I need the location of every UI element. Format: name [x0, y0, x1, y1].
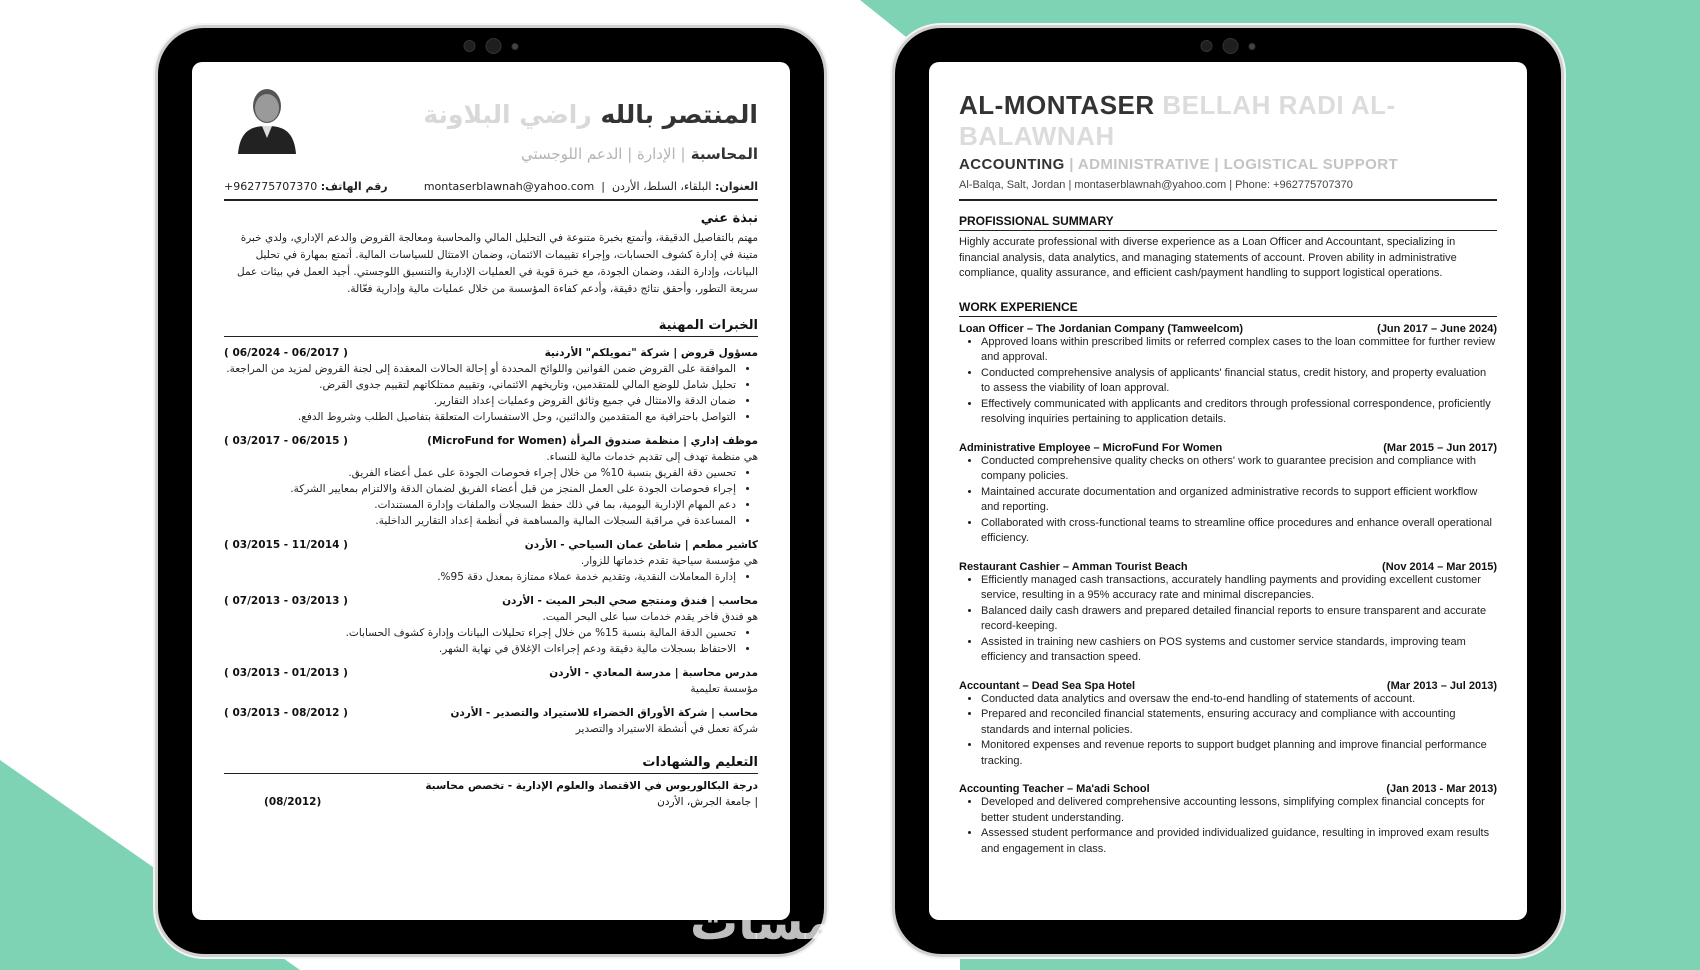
english-name: AL-MONTASER BELLAH RADI AL-BALAWNAH	[959, 90, 1396, 151]
english-bullet: • Approved loans within prescribed limits or referred complex cases to the loan committee for further review and approval.	[981, 335, 1497, 366]
english-job-bullets	[959, 335, 1497, 428]
arabic-bullet: • إدارة المعاملات النقدية، وتقديم خدمة عملاء ممتازة بمعدل دقة 95%.	[224, 569, 736, 585]
arabic-job-bullets	[224, 465, 758, 529]
arabic-bullet: • إجراء فحوصات الجودة على العمل المنجز من قبل أعضاء الفريق لضمان الدقة والالتزام بمعايير الشركة.	[224, 481, 736, 497]
english-bullet: • Assessed student performance and provided individualized guidance, resulting in improved exam results and engagement in class.	[981, 826, 1497, 857]
arabic-job-description: هي مؤسسة سياحية تقدم خدماتها للزوار.	[580, 555, 758, 567]
arabic-bullet: • دعم المهام الإدارية اليومية، بما في ذلك حفظ السجلات والملفات وإدارة المستندات.	[224, 497, 736, 513]
arabic-job-dates: ( 06/2024 - 06/2017 )	[224, 347, 348, 359]
arabic-bullet: • تحسين الدقة المالية بنسبة 15% من خلال إجراء تحليلات البيانات وإدارة كشوف الحسابات.	[224, 625, 736, 641]
khamsat-watermark: خمسات	[690, 895, 872, 951]
arabic-phone: رقم الهاتف: +962775707370	[224, 180, 388, 193]
english-bullet: • Maintained accurate documentation and organized administrative records to support efficient workflow and reporting.	[981, 485, 1497, 516]
arabic-job-entry	[224, 705, 758, 737]
english-job-dates: (Mar 2013 – Jul 2013)	[1386, 679, 1497, 692]
tablet-left	[158, 28, 824, 954]
education-heading-ar: التعليم والشهادات	[224, 755, 758, 774]
summary-heading: PROFISSIONAL SUMMARY	[959, 214, 1497, 231]
arabic-job-description: هو فندق فاخر يقدم خدمات سبا على البحر الميت.	[542, 611, 758, 623]
arabic-contact-line	[224, 180, 758, 201]
about-heading: نبذة عني	[700, 211, 758, 226]
english-job-title-line: Accounting Teacher – Ma'adi School	[959, 783, 1150, 795]
arabic-job-bullets	[224, 569, 758, 585]
english-job-title: ACCOUNTING | ADMINISTRATIVE | LOGISTICAL SUPPORT	[959, 156, 1399, 173]
english-job-dates: (Nov 2014 – Mar 2015)	[1382, 560, 1497, 573]
english-job-title-line: Restaurant Cashier – Amman Tourist Beach	[959, 560, 1188, 573]
arabic-job-entry	[224, 665, 758, 697]
tablet-camera	[464, 38, 519, 54]
arabic-job-title-line: مدرس محاسبة | مدرسة المعادي - الأردن	[549, 667, 758, 679]
english-job-dates: (Jun 2017 – June 2024)	[1377, 322, 1497, 335]
english-job-title-line: Accountant – Dead Sea Spa Hotel	[959, 679, 1136, 692]
tablet-right	[895, 28, 1561, 954]
english-job-bullets	[959, 692, 1497, 770]
arabic-bullet: • الاحتفاظ بسجلات مالية دقيقة ودعم إجراءات الإغلاق في نهاية الشهر.	[224, 641, 736, 657]
english-job-title-line: Loan Officer – The Jordanian Company (Tamweelcom)	[959, 322, 1244, 335]
english-bullet: • Developed and delivered comprehensive accounting lessons, simplifying complex financial concepts for better student understanding.	[981, 795, 1497, 826]
english-bullet: • Efficiently managed cash transactions, accurately handling payments and providing excellent customer service, resulting in a 95% accuracy rate and minimal discrepancies.	[981, 573, 1497, 604]
english-job-bullets	[959, 795, 1497, 857]
arabic-job-entry	[224, 345, 758, 425]
english-job-dates: (Mar 2015 – Jun 2017)	[1383, 441, 1497, 454]
arabic-bullet: • الموافقة على القروض ضمن القوانين واللوائح المحددة أو إحالة الحالات المعقدة إلى لجنة القروض لمزيد من المراجعة.	[224, 361, 736, 377]
experience-heading-en: WORK EXPERIENCE	[959, 300, 1497, 317]
arabic-bullet: • ضمان الدقة والامتثال في جميع وثائق القروض وعمليات إعداد التقارير.	[224, 393, 736, 409]
english-bullet: • Conducted comprehensive quality checks on others' work to guarantee precision and compliance with company policies.	[981, 454, 1497, 485]
english-job-bullets	[959, 573, 1497, 666]
tablet-camera	[1201, 38, 1256, 54]
arabic-job-title-line: كاشير مطعم | شاطئ عمان السياحي - الأردن	[524, 539, 758, 551]
arabic-job-title-line: موظف إداري | منظمة صندوق المرأة (MicroFund for Women)	[427, 435, 758, 447]
arabic-job-title-line: محاسب | فندق ومنتجع صحي البحر الميت - الأردن	[502, 595, 758, 607]
english-bullet: • Conducted data analytics and oversaw the end-to-end handling of statements of account.	[981, 692, 1497, 708]
english-resume-page	[929, 62, 1527, 920]
arabic-resume-header	[224, 76, 758, 180]
english-job-entry	[959, 561, 1497, 666]
arabic-job-title: المحاسبة | الإدارة | الدعم اللوجستي	[520, 145, 758, 163]
arabic-job-dates: ( 03/2013 - 08/2012 )	[224, 707, 348, 719]
arabic-job-entry	[224, 433, 758, 529]
english-job-dates: (Jan 2013 - Mar 2013)	[1386, 783, 1497, 795]
arabic-bullet: • تحليل شامل للوضع المالي للمتقدمين، وتاريخهم الائتماني، وتقييم ممتلكاتهم لتقييم جدوى القرض.	[224, 377, 736, 393]
about-text: مهتم بالتفاصيل الدقيقة، وأتمتع بخبرة متنوعة في التحليل المالي والمحاسبة ومعالجة القروض والدعم الإداري، ولدي خبرة متينة في إدارة كشوف الحسابات، وإجراء تقييمات الائتمان، وضمان الامتثال للسياسات المالية. أتمتع بمهارة في تحليل البيانات، وإدارة النقد، وضمان الجودة، مع خبرة قوية في العمليات الإدارية والتنسيق اللوجستي. أجيد العمل في بيئات عمل سريعة التطور، وأحقق نتائج دقيقة، وأدعم كفاءة المؤسسة من خلال عمليات مالية وإدارية فعّالة.	[237, 232, 758, 295]
english-job-entry	[959, 323, 1497, 428]
english-job-entry	[959, 442, 1497, 547]
arabic-job-entry	[224, 593, 758, 657]
degree-line: درجة البكالوريوس في الاقتصاد والعلوم الإدارية - تخصص محاسبة	[425, 780, 758, 792]
arabic-job-entry	[224, 537, 758, 585]
arabic-bullet: • تحسين دقة الفريق بنسبة 10% من خلال إجراء فحوصات الجودة على عمل أعضاء الفريق.	[224, 465, 736, 481]
arabic-address: العنوان: البلقاء، السلط، الأردن | montaserblawnah@yahoo.com	[423, 180, 758, 193]
english-bullet: • Conducted comprehensive analysis of applicants' financial status, credit history, and property evaluation to assess the viability of loan approval.	[981, 366, 1497, 397]
arabic-job-dates: ( 07/2013 - 03/2013 )	[224, 595, 348, 607]
arabic-bullet: • التواصل باحترافية مع المتقدمين والدائنين، وحل الاستفسارات المتعلقة بتفاصيل الطلب وشروط الدفع.	[224, 409, 736, 425]
arabic-job-title-line: محاسب | شركة الأوراق الخضراء للاستيراد والتصدير - الأردن	[450, 707, 758, 719]
english-job-entry	[959, 783, 1497, 857]
arabic-job-dates: ( 03/2015 - 11/2014 )	[224, 539, 348, 551]
english-bullet: • Assisted in training new cashiers on POS systems and customer service standards, improving team efficiency and transaction speed.	[981, 635, 1497, 666]
experience-heading-ar: الخبرات المهنية	[224, 318, 758, 337]
english-bullet: • Effectively communicated with applicants and creditors through professional correspondence, proficiently resolving inquiries pertaining to application details.	[981, 397, 1497, 428]
arabic-job-dates: ( 03/2017 - 06/2015 )	[224, 435, 348, 447]
arabic-resume-page	[192, 62, 790, 920]
arabic-job-description: شركة تعمل في أنشطة الاستيراد والتصدير	[575, 723, 758, 735]
english-bullet: • Prepared and reconciled financial statements, ensuring accuracy and compliance with accounting standards and internal policies.	[981, 707, 1497, 738]
english-bullet: • Collaborated with cross-functional teams to streamline office procedures and enhance overall operational efficiency.	[981, 516, 1497, 547]
english-experience-list	[959, 323, 1497, 858]
arabic-job-dates: ( 03/2013 - 01/2013 )	[224, 667, 348, 679]
arabic-job-description: مؤسسة تعليمية	[690, 683, 758, 695]
english-bullet: • Balanced daily cash drawers and prepared detailed financial reports to ensure transparent and accurate record-keeping.	[981, 604, 1497, 635]
english-job-bullets	[959, 454, 1497, 547]
arabic-job-bullets	[224, 625, 758, 657]
english-job-title-line: Administrative Employee – MicroFund For Women	[959, 441, 1223, 454]
university-line: | جامعة الجرش، الأردن (08/2012)	[264, 796, 758, 808]
profile-photo	[232, 78, 302, 154]
arabic-bullet: • المساعدة في مراقبة السجلات المالية والمساهمة في أنظمة إعداد التقارير الداخلية.	[224, 513, 736, 529]
arabic-job-description: هي منظمة تهدف إلى تقديم خدمات مالية للنساء.	[546, 451, 758, 463]
english-bullet: • Monitored expenses and revenue reports to support budget planning and improve financial performance tracking.	[981, 738, 1497, 769]
arabic-experience-list	[224, 345, 758, 737]
arabic-job-title-line: مسؤول قروض | شركة "تمويلكم" الأردنية	[544, 347, 758, 359]
summary-text: Highly accurate professional with diverse experience as a Loan Officer and Accountant, specializing in financial analysis, data analytics, and managing statements of account. Proven ability in administrative compliance, quality assurance, and efficient cash/payment handling to support logistical operations.	[959, 236, 1457, 279]
english-job-entry	[959, 680, 1497, 770]
english-contact-line: Al-Balqa, Salt, Jordan | montaserblawnah@yahoo.com | Phone: +962775707370	[959, 179, 1497, 201]
arabic-name: المنتصر بالله راضي البلاونة	[423, 100, 758, 129]
arabic-job-bullets	[224, 361, 758, 425]
